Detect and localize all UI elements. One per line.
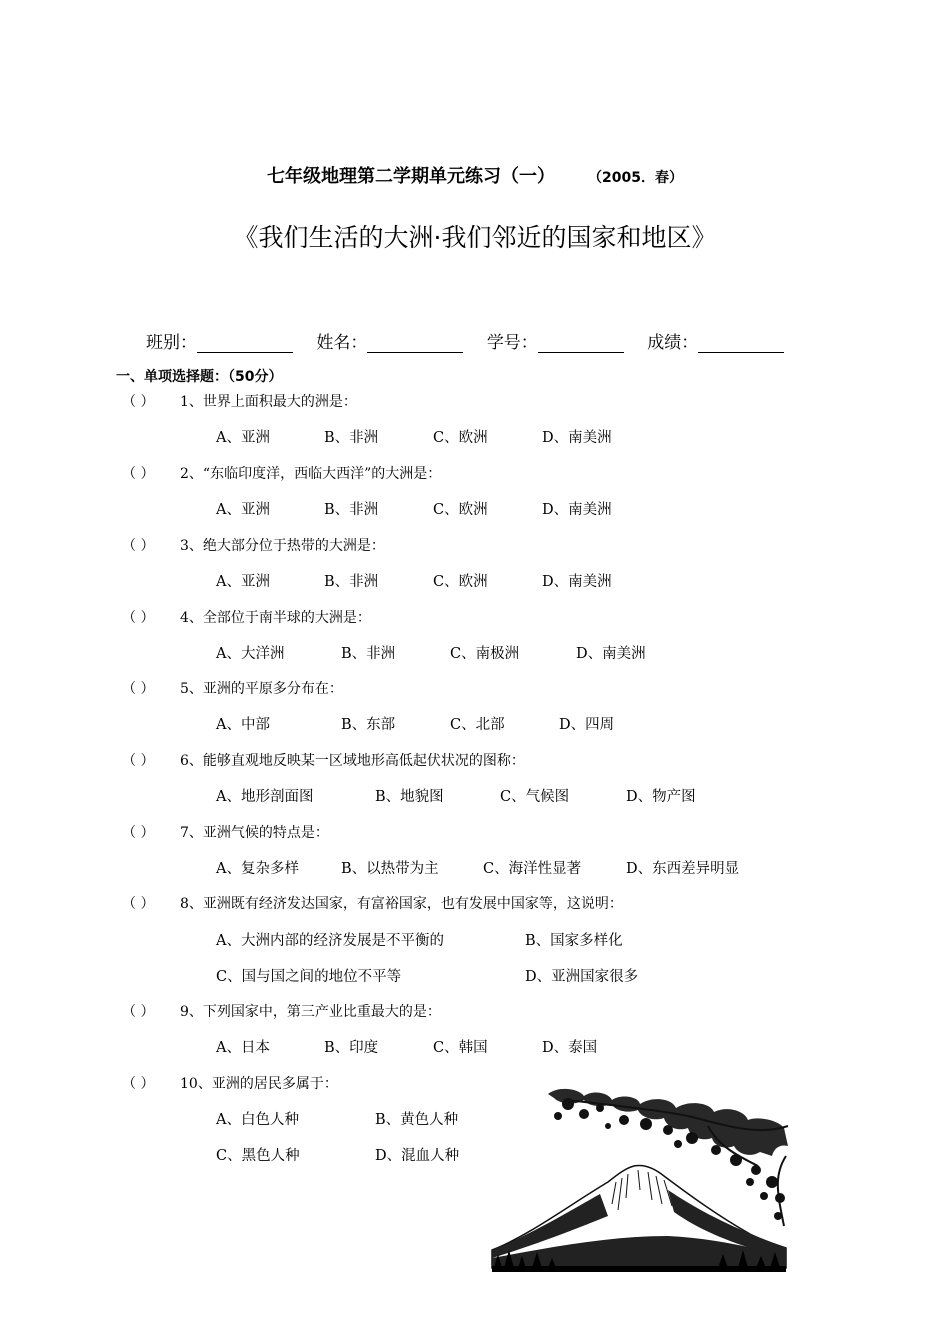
question-stem: 2、“东临印度洋，西临大西洋”的大洲是： [180,466,442,482]
question-4 [122,607,371,627]
answer-blank[interactable]: （ ） [122,1076,155,1092]
name-label: 姓名： [316,333,368,353]
class-field[interactable] [197,334,293,353]
mount-fuji-illustration [488,1086,790,1276]
question-stem: 3、绝大部分位于热带的大洲是： [180,538,385,554]
exam-title [0,162,950,188]
answer-blank[interactable]: （ ） [122,896,155,912]
name-field[interactable] [367,334,463,353]
question-stem: 8、亚洲既有经济发达国家，有富裕国家，也有发展中国家等，这说明： [180,896,623,912]
question-stem: 6、能够直观地反映某一区域地形高低起伏状况的图称： [180,753,525,769]
option-a: A、亚洲 [216,574,270,590]
option-d: D、南美洲 [576,646,646,662]
score-label: 成绩： [647,333,699,353]
answer-blank[interactable]: （ ） [122,681,155,697]
title-year: （2005．春） [595,170,683,186]
answer-blank[interactable]: （ ） [122,825,155,841]
question-6 [122,750,525,770]
option-a: A、大洲内部的经济发展是不平衡的 [216,933,444,949]
question-stem: 7、亚洲气候的特点是： [180,825,329,841]
question-7 [122,822,329,842]
question-5 [122,678,343,698]
option-b: B、以热带为主 [341,861,439,877]
question-stem: 10、亚洲的居民多属于： [180,1076,338,1092]
option-a: A、亚洲 [216,502,270,518]
option-b: B、非洲 [324,502,379,518]
class-label: 班别： [146,333,197,353]
option-c: C、欧洲 [433,502,488,518]
question-stem: 1、世界上面积最大的洲是： [180,394,357,410]
option-d: D、泰国 [542,1040,598,1056]
answer-blank[interactable]: （ ） [122,538,155,554]
option-c: C、海洋性显著 [483,861,582,877]
option-a: A、大洋洲 [216,646,285,662]
number-field[interactable] [538,334,624,353]
option-b: B、印度 [324,1040,379,1056]
option-a: A、白色人种 [216,1112,299,1128]
title-text: 七年级地理第二学期单元练习（一） [267,166,556,187]
option-b: B、非洲 [341,646,396,662]
option-d: D、亚洲国家很多 [525,969,639,985]
option-c: C、北部 [450,717,505,733]
option-a: A、地形剖面图 [216,789,314,805]
option-c: C、国与国之间的地位不平等 [216,969,402,985]
option-d: D、南美洲 [542,430,612,446]
question-stem: 9、下列国家中，第三产业比重最大的是： [180,1004,441,1020]
option-b: B、国家多样化 [525,933,623,949]
option-d: D、南美洲 [542,574,612,590]
option-c: C、黑色人种 [216,1148,300,1164]
question-10 [122,1073,338,1093]
score-field[interactable] [698,334,784,353]
question-2 [122,463,441,483]
option-d: D、混血人种 [375,1148,460,1164]
section-heading: 一、单项选择题：（50分） [116,369,283,385]
option-b: B、非洲 [324,574,379,590]
option-c: C、气候图 [500,789,570,805]
question-stem: 4、全部位于南半球的大洲是： [180,610,371,626]
option-c: C、南极洲 [450,646,520,662]
option-b: B、地貌图 [375,789,444,805]
question-3 [122,535,385,555]
option-c: C、欧洲 [433,574,488,590]
option-d: D、东西差异明显 [626,861,740,877]
answer-blank[interactable]: （ ） [122,466,155,482]
answer-blank[interactable]: （ ） [122,1004,155,1020]
option-a: A、复杂多样 [216,861,299,877]
option-c: C、韩国 [433,1040,488,1056]
exam-subtitle: 《我们生活的大洲·我们邻近的国家和地区》 [233,223,717,252]
option-b: B、东部 [341,717,396,733]
answer-blank[interactable]: （ ） [122,394,155,410]
answer-blank[interactable]: （ ） [122,753,155,769]
option-b: B、黄色人种 [375,1112,459,1128]
question-stem: 5、亚洲的平原多分布在： [180,681,343,697]
number-label: 学号： [486,333,538,353]
option-a: A、亚洲 [216,430,270,446]
question-8 [122,893,623,913]
answer-blank[interactable]: （ ） [122,610,155,626]
option-c: C、欧洲 [433,430,488,446]
option-b: B、非洲 [324,430,379,446]
option-d: D、南美洲 [542,502,612,518]
option-a: A、日本 [216,1040,270,1056]
student-info-row [146,328,784,353]
option-d: D、物产图 [626,789,696,805]
option-a: A、中部 [216,717,270,733]
option-d: D、四周 [559,717,615,733]
question-9 [122,1001,441,1021]
question-1 [122,391,357,411]
